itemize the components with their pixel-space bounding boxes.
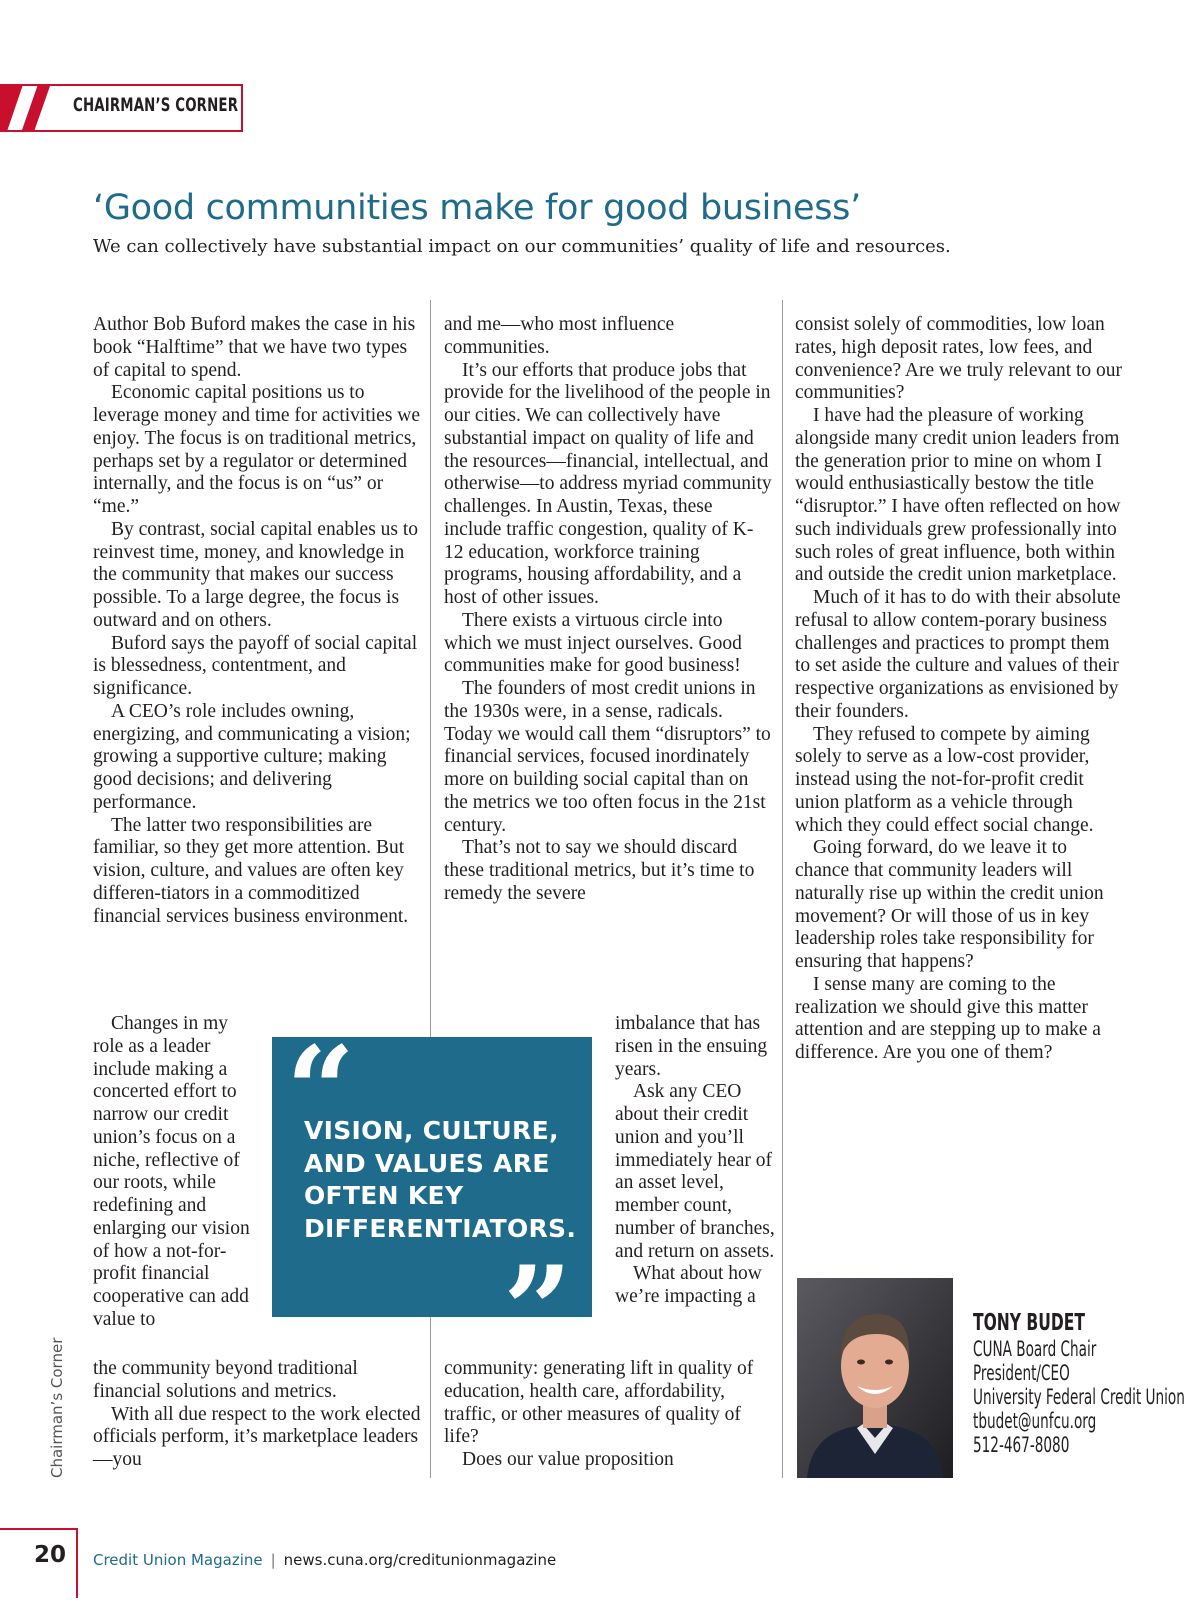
author-photo bbox=[797, 1278, 953, 1478]
paragraph: The founders of most credit unions in the 1930s were, in a sense, radicals. Today we would call them “disruptors” to financial services, focused inordinately more on building social capital than on the metrics we too often focus in the 21st century. bbox=[444, 678, 771, 836]
paragraph: community: generating lift in quality of education, health care, affordability, traffic, or other measures of quality of life? bbox=[444, 1358, 754, 1448]
paragraph: consist solely of commodities, low loan rates, high deposit rates, low fees, and convenience? Are we truly relevant to our communities? bbox=[795, 314, 1123, 404]
open-quote-icon: “ bbox=[286, 1020, 356, 1161]
paragraph: There exists a virtuous circle into which we must inject ourselves. Good communities make for good business! bbox=[444, 609, 742, 677]
paragraph: Does our value proposition bbox=[462, 1449, 674, 1470]
paragraph: What about how we’re impacting a bbox=[615, 1263, 762, 1307]
paragraph: Economic capital positions us to leverage money and time for activities we enjoy. The focus is on traditional metrics, perhaps set by a regulator or determined internally, and the focus is on “us” or “me.” bbox=[93, 382, 421, 517]
paragraph: By contrast, social capital enables us to reinvest time, money, and knowledge in the community that makes our success possible. To a large degree, the focus is outward and on others. bbox=[93, 518, 419, 631]
tag-stripe-2 bbox=[22, 86, 50, 130]
paragraph: Buford says the payoff of social capital is blessedness, contentment, and significance. bbox=[93, 632, 418, 699]
close-quote-icon: ” bbox=[502, 1240, 572, 1381]
paragraph: the community beyond traditional financial solutions and metrics. bbox=[93, 1358, 358, 1402]
paragraph: Much of it has to do with their absolute refusal to allow contem-porary business challenges and practices to prompt them to set aside the culture and values of their respective organizations as envisioned by their founders. bbox=[795, 587, 1121, 722]
paragraph: With all due respect to the work elected officials perform, it’s marketplace leaders—you bbox=[93, 1403, 421, 1470]
paragraph: The latter two responsibilities are familiar, so they get more attention. But vision, culture, and values are often key differen-tiators in a commoditized financial services business environment. bbox=[93, 814, 409, 927]
article-column-3 bbox=[795, 314, 1125, 1065]
author-bio bbox=[973, 1310, 1200, 1457]
paragraph: and me—who most influence communities. bbox=[444, 314, 675, 358]
article-column-2-bottom bbox=[444, 1358, 774, 1472]
author-name: TONY BUDET bbox=[973, 1310, 1085, 1336]
paragraph: It’s our efforts that produce jobs that provide for the livelihood of the people in our cities. We can collectively have substantial impact on quality of life and the resources—financial, intellectual, and otherwise—to address myriad community challenges. In Austin, Texas, these include traffic congestion, quality of K-12 education, workforce training programs, housing affordability, and a host of other issues. bbox=[444, 359, 772, 608]
footer-rule bbox=[0, 1528, 78, 1530]
paragraph: Author Bob Buford makes the case in his book “Halftime” that we have two types of capital to spend. bbox=[93, 314, 416, 381]
side-caption: Chairman’s Corner bbox=[48, 1337, 66, 1478]
author-portrait-icon bbox=[797, 1278, 953, 1478]
author-title: President/CEO bbox=[973, 1361, 1070, 1385]
footer bbox=[93, 1551, 556, 1569]
article-column-2-wrap bbox=[615, 1013, 775, 1309]
dek: We can collectively have substantial impact on our communities’ quality of life and resources. bbox=[93, 236, 951, 257]
paragraph: A CEO’s role includes owning, energizing, and communicating a vision; growing a supportive culture; making good decisions; and delivering performance. bbox=[93, 700, 411, 813]
paragraph: Ask any CEO about their credit union and you’ll immediately hear of an asset level, member count, number of branches, and return on assets. bbox=[615, 1081, 775, 1262]
column-rule bbox=[782, 300, 783, 1478]
paragraph: That’s not to say we should discard these traditional metrics, but it’s time to remedy the severe bbox=[444, 837, 755, 904]
paragraph: They refused to compete by aiming solely to serve as a low-cost provider, instead using the not-for-profit credit union platform as a vehicle through which they could effect social change. bbox=[795, 723, 1094, 836]
section-tag bbox=[0, 84, 243, 132]
paragraph: imbalance that has risen in the ensuing years. bbox=[615, 1013, 768, 1080]
headline: ‘Good communities make for good business’ bbox=[93, 188, 861, 228]
paragraph: Going forward, do we leave it to chance that community leaders will naturally rise up within the credit union movement? Or will those of us in key leadership roles take responsibility for ensuring that happens? bbox=[795, 837, 1104, 972]
magazine-name: Credit Union Magazine bbox=[93, 1551, 263, 1569]
pull-quote-text: VISION, CULTURE, AND VALUES ARE OFTEN KEY DIFFERENTIATORS. bbox=[304, 1116, 577, 1243]
footer-url[interactable]: news.cuna.org/creditunionmagazine bbox=[283, 1551, 557, 1569]
section-tag-label: CHAIRMAN’S CORNER bbox=[73, 94, 239, 116]
author-organization: University Federal Credit Union bbox=[973, 1385, 1185, 1409]
page-number: 20 bbox=[34, 1542, 67, 1568]
paragraph: Changes in my role as a leader include making a concerted effort to narrow our credit union’s focus on a niche, reflective of our roots, while redefining and enlarging our vision of how a not-for-profit financial cooperative can add value to bbox=[93, 1013, 250, 1330]
author-email[interactable]: tbudet@unfcu.org bbox=[973, 1409, 1097, 1433]
paragraph: I have had the pleasure of working alongside many credit union leaders from the generation prior to mine on whom I would enthusiastically bestow the title “disruptor.” I have often reflected on how such individuals grew professionally into such roles of great influence, both within and outside the credit union marketplace. bbox=[795, 405, 1121, 586]
paragraph: I sense many are coming to the realization we should give this matter attention and are stepping up to make a difference. Are you one of them? bbox=[795, 973, 1101, 1063]
article-column-2 bbox=[444, 314, 772, 906]
article-column-1 bbox=[93, 314, 423, 928]
footer-separator: | bbox=[270, 1551, 276, 1569]
author-phone: 512-467-8080 bbox=[973, 1433, 1070, 1457]
pull-quote bbox=[272, 1020, 592, 1381]
article-column-1-bottom bbox=[93, 1358, 423, 1472]
footer-rule bbox=[76, 1528, 78, 1598]
article-column-1-wrap bbox=[93, 1013, 253, 1332]
author-title: CUNA Board Chair bbox=[973, 1337, 1097, 1361]
